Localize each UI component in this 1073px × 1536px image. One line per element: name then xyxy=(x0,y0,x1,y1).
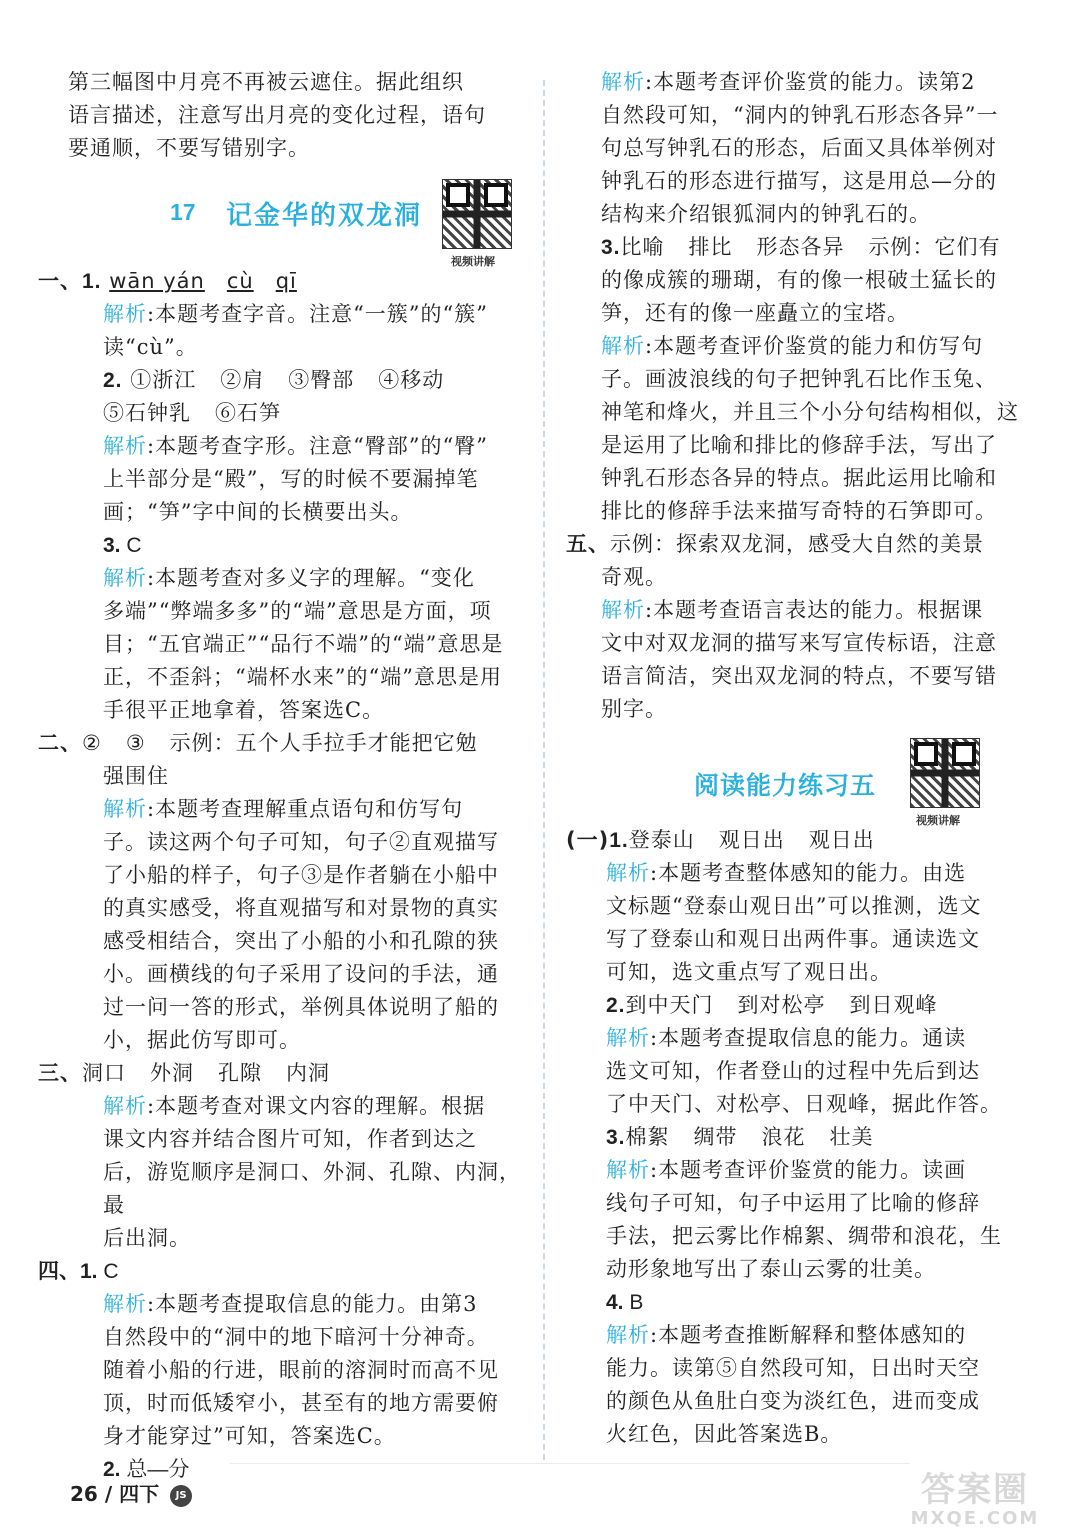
practice-title: 阅读能力练习五 xyxy=(694,771,877,800)
explanation-tag: 解析 xyxy=(103,435,147,458)
question-p1-2: 2.到中天门 到对松亭 到日观峰 xyxy=(606,993,938,1017)
explanation-line: 手法，把云雾比作棉絮、绸带和浪花，生 xyxy=(606,1224,1002,1248)
explanation-line: 自然段中的“洞中的地下暗河十分神奇。 xyxy=(103,1325,489,1349)
page-footer xyxy=(70,1478,192,1507)
explanation-line: 钟乳石形态各异的特点。据此运用比喻和 xyxy=(601,466,997,490)
explanation: 解析:本题考查对课文内容的理解。根据 xyxy=(103,1094,486,1118)
explanation-line: 句总写钟乳石的形态，后面又具体举例对 xyxy=(601,136,997,160)
explanation: 解析:本题考查评价鉴赏的能力。读画 xyxy=(606,1158,967,1182)
explanation: 解析:本题考查提取信息的能力。由第3 xyxy=(103,1292,478,1316)
watermark-url: MXQE.COM xyxy=(910,1508,1040,1529)
explanation-line: 上半部分是“殿”，写的时候不要漏掉笔 xyxy=(103,467,479,491)
explanation-tag: 解析 xyxy=(103,303,147,326)
lesson-title: 记金华的双龙洞 xyxy=(226,201,423,231)
explanation-tag: 解析 xyxy=(103,798,147,821)
edition-badge-icon: JS xyxy=(170,1485,192,1507)
right-column xyxy=(566,66,1019,1451)
watermark-logo xyxy=(890,1470,1060,1530)
explanation-tag: 解析 xyxy=(606,1324,650,1347)
explanation: 解析:本题考查字音。注意“一簇”的“簇” xyxy=(103,302,489,326)
column-divider xyxy=(543,80,545,1460)
explanation: 解析:本题考查提取信息的能力。通读 xyxy=(606,1026,967,1050)
explanation: 解析:本题考查字形。注意“臀部”的“臀” xyxy=(103,434,489,458)
explanation-line: 课文内容并结合图片可知，作者到达之 xyxy=(103,1127,477,1151)
pinyin-answer: wān yán xyxy=(109,269,205,293)
explanation-line: 后，游览顺序是洞口、外洞、孔隙、内洞，最 xyxy=(103,1160,521,1217)
explanation-line: 动形象地写出了泰山云雾的壮美。 xyxy=(606,1257,936,1281)
explanation: 解析:本题考查推断解释和整体感知的 xyxy=(606,1323,967,1347)
explanation-tag: 解析 xyxy=(601,335,645,358)
explanation: 解析:本题考查整体感知的能力。由选 xyxy=(606,861,967,885)
question-p1-4: 4. B xyxy=(606,1291,644,1314)
intro-line: 第三幅图中月亮不再被云遮住。据此组织 xyxy=(68,70,464,94)
explanation-line: 火红色，因此答案选B。 xyxy=(606,1422,843,1446)
explanation-line: 写了登泰山和观日出两件事。通读选文 xyxy=(606,927,980,951)
question-p1-3: 3.棉絮 绸带 浪花 壮美 xyxy=(606,1125,874,1149)
explanation-line: 感受相结合，突出了小船的小和孔隙的狭 xyxy=(103,929,499,953)
explanation-tag: 解析 xyxy=(606,862,650,885)
explanation-line: 后出洞。 xyxy=(103,1226,191,1250)
explanation-line: 顶，时而低矮窄小，甚至有的地方需要俯 xyxy=(103,1391,499,1415)
watermark-text: 答案圈 xyxy=(921,1470,1029,1510)
qr-code-icon[interactable] xyxy=(910,738,980,808)
lesson-number: 17 xyxy=(170,199,196,225)
answer-line: 奇观。 xyxy=(601,565,667,589)
answer-line: 强围住 xyxy=(103,764,169,788)
explanation-line: 手很平正地拿着，答案选C。 xyxy=(103,698,385,722)
explanation-line: 的真实感受，将直观描写和对景物的真实 xyxy=(103,896,499,920)
answer-line: 笋，还有的像一座矗立的宝塔。 xyxy=(601,301,909,325)
explanation-tag: 解析 xyxy=(606,1027,650,1050)
explanation-tag: 解析 xyxy=(103,1095,147,1118)
explanation-line: 了中天门、对松亭、日观峰，据此作答。 xyxy=(606,1092,1002,1116)
page-number: 26 xyxy=(70,1482,98,1506)
explanation-line: 神笔和烽火，并且三个小分句结构相似，这 xyxy=(601,400,1019,424)
question-4-3: 3.比喻 排比 形态各异 示例：它们有 xyxy=(601,235,1001,259)
footer-rule xyxy=(230,1463,910,1464)
explanation-line: 随着小船的行进，眼前的溶洞时而高不见 xyxy=(103,1358,499,1382)
question-4-1: 四、1. C xyxy=(38,1259,119,1283)
explanation-line: 子。画波浪线的句子把钟乳石比作玉兔、 xyxy=(601,367,997,391)
explanation-line: 线句子可知，句子中运用了比喻的修辞 xyxy=(606,1191,980,1215)
explanation: 解析:本题考查语言表达的能力。根据课 xyxy=(601,598,984,622)
explanation-line: 语言简洁，突出双龙洞的特点，不要写错 xyxy=(601,664,997,688)
qr-code-icon[interactable] xyxy=(442,179,512,249)
qr-caption: 视频讲解 xyxy=(451,255,495,268)
explanation-line: 能力。读第⑤自然段可知，日出时天空 xyxy=(606,1356,980,1380)
explanation-line: 文标题“登泰山观日出”可以推测，选文 xyxy=(606,894,982,918)
explanation-line: 了小船的样子，句子③是作者躺在小船中 xyxy=(103,863,499,887)
footer-separator: / xyxy=(104,1482,113,1506)
explanation: 解析:本题考查评价鉴赏的能力。读第2 xyxy=(601,70,976,94)
explanation-line: 文中对双龙洞的描写来写宣传标语，注意 xyxy=(601,631,997,655)
explanation-line: 自然段可知，“洞内的钟乳石形态各异”一 xyxy=(601,103,999,127)
explanation-line: 正，不歪斜；“端杯水来”的“端”意思是用 xyxy=(103,665,502,689)
explanation-line: 是运用了比喻和排比的修辞手法，写出了 xyxy=(601,433,997,457)
explanation-line: 排比的修辞手法来描写奇特的石笋即可。 xyxy=(601,499,997,523)
explanation-tag: 解析 xyxy=(601,599,645,622)
explanation-tag: 解析 xyxy=(606,1159,650,1182)
question-p1-1: (一)1.登泰山 观日出 观日出 xyxy=(566,828,875,852)
explanation-tag: 解析 xyxy=(103,1293,147,1316)
explanation-line: 小，据此仿写即可。 xyxy=(103,1028,301,1052)
intro-line: 语言描述，注意写出月亮的变化过程，语句 xyxy=(68,103,486,127)
explanation-line: 可知，选文重点写了观日出。 xyxy=(606,960,892,984)
explanation-line: 过一问一答的形式，举例具体说明了船的 xyxy=(103,995,499,1019)
pinyin-answer: cù xyxy=(226,269,254,293)
explanation-line: 画；“笋”字中间的长横要出头。 xyxy=(103,500,413,524)
intro-line: 要通顺，不要写错别字。 xyxy=(68,136,310,160)
explanation: 解析:本题考查评价鉴赏的能力和仿写句 xyxy=(601,334,984,358)
question-1-1: 一、1. wān yán cù qī xyxy=(38,269,297,293)
explanation-line: 多端”“弊端多多”的“端”意思是方面，项 xyxy=(103,599,492,623)
answer-line: 的像成簇的珊瑚，有的像一根破土猛长的 xyxy=(601,268,997,292)
question-3: 三、洞口 外洞 孔隙 内洞 xyxy=(38,1061,330,1085)
question-1-2: 2. ①浙江 ②肩 ③臀部 ④移动 xyxy=(103,368,445,392)
explanation-tag: 解析 xyxy=(601,71,645,94)
explanation-tag: 解析 xyxy=(103,567,147,590)
answer-line: ⑤石钟乳 ⑥石笋 xyxy=(103,401,281,425)
explanation: 解析:本题考查对多义字的理解。“变化 xyxy=(103,566,475,590)
explanation-line: 子。读这两个句子可知，句子②直观描写 xyxy=(103,830,499,854)
explanation: 解析:本题考查理解重点语句和仿写句 xyxy=(103,797,464,821)
question-4-2: 2. 总—分 xyxy=(103,1458,190,1481)
explanation-line: 小。画横线的句子采用了设问的手法，通 xyxy=(103,962,499,986)
question-1-3: 3. C xyxy=(103,534,142,557)
explanation-line: 读“cù”。 xyxy=(103,335,198,359)
explanation-line: 结构来介绍银狐洞内的钟乳石的。 xyxy=(601,202,931,226)
question-5: 五、示例：探索双龙洞，感受大自然的美景 xyxy=(566,532,984,556)
qr-caption: 视频讲解 xyxy=(916,814,960,827)
practice-header xyxy=(566,726,1019,827)
pinyin-answer: qī xyxy=(275,269,297,293)
grade-label: 四下 xyxy=(119,1482,160,1506)
question-2: 二、② ③ 示例：五个人手拉手才能把它勉 xyxy=(38,731,478,755)
explanation-line: 别字。 xyxy=(601,697,667,721)
explanation-line: 目；“五官端正”“品行不端”的“端”意思是 xyxy=(103,632,504,656)
explanation-line: 身才能穿过”可知，答案选C。 xyxy=(103,1424,396,1448)
explanation-line: 的颜色从鱼肚白变为淡红色，进而变成 xyxy=(606,1389,980,1413)
explanation-line: 钟乳石的形态进行描写，这是用总—分的 xyxy=(601,169,997,193)
explanation-line: 选文可知，作者登山的过程中先后到达 xyxy=(606,1059,980,1083)
lesson-header xyxy=(68,165,523,268)
left-column xyxy=(38,66,523,1486)
